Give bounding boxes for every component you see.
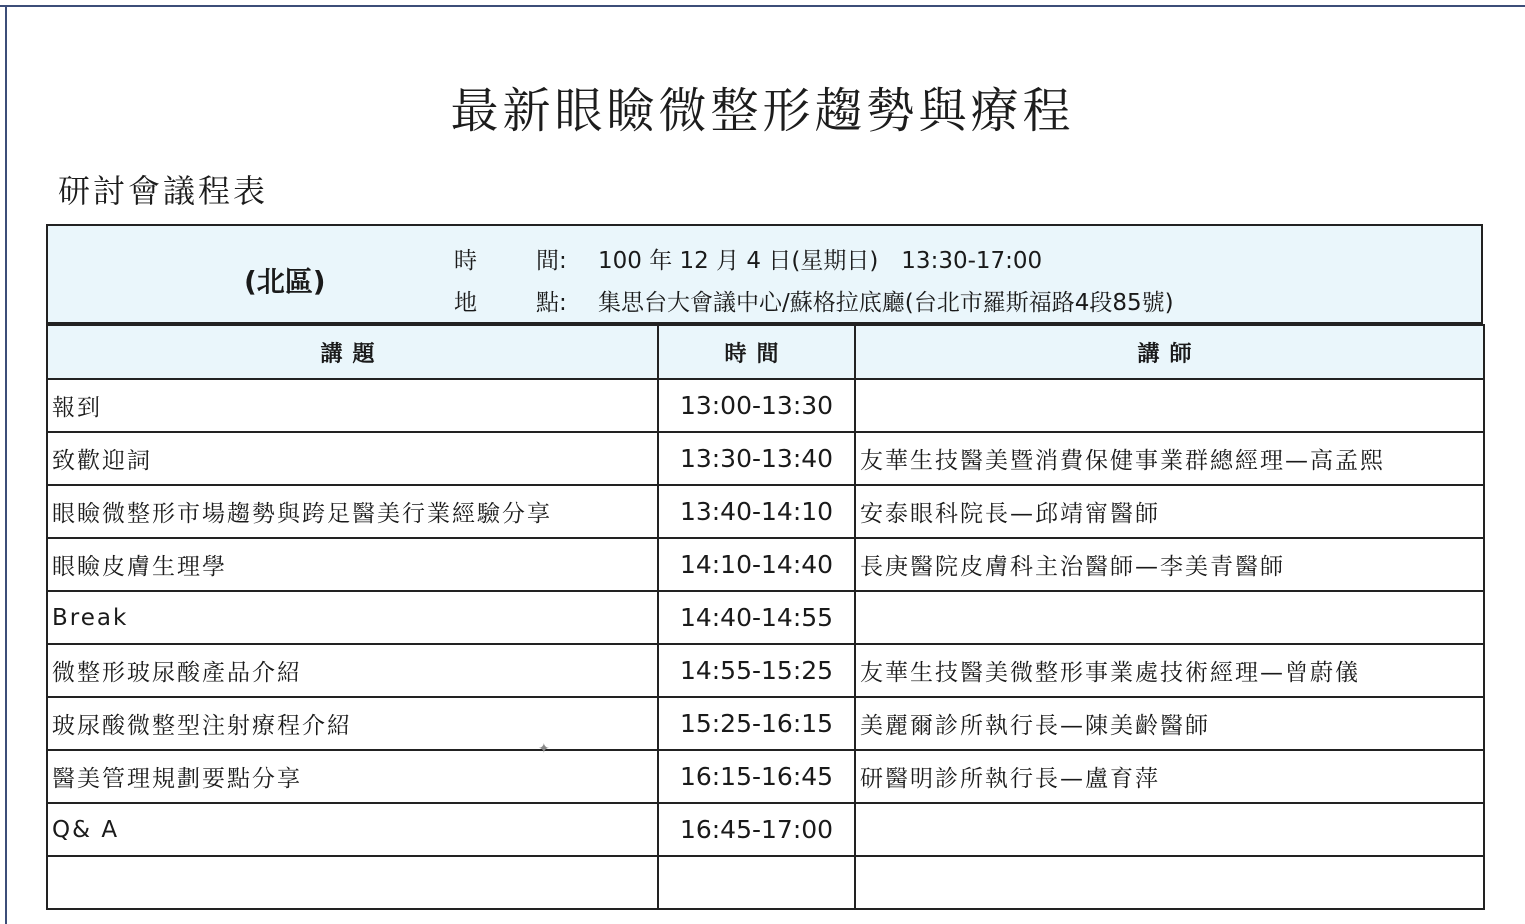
row-time: 14:10-14:40 bbox=[658, 538, 855, 591]
table-row bbox=[47, 432, 1484, 485]
table-row bbox=[47, 538, 1484, 591]
row-speaker: 友華生技醫美微整形事業處技術經理—曾蔚儀 bbox=[855, 644, 1484, 697]
row-time: 13:30-13:40 bbox=[658, 432, 855, 485]
page-title: 最新眼瞼微整形趨勢與療程 bbox=[450, 83, 1075, 139]
page-frame-top bbox=[0, 5, 1525, 7]
row-speaker bbox=[855, 856, 1484, 909]
agenda-subtitle: 研討會議程表 bbox=[58, 172, 269, 210]
time-label-first: 時 bbox=[454, 248, 477, 274]
row-speaker: 美麗爾診所執行長—陳美齡醫師 bbox=[855, 697, 1484, 750]
row-speaker bbox=[855, 803, 1484, 856]
row-topic: 報到 bbox=[47, 379, 658, 432]
table-row-empty bbox=[47, 856, 1484, 909]
table-row bbox=[47, 379, 1484, 432]
row-time: 16:45-17:00 bbox=[658, 803, 855, 856]
table-row bbox=[47, 485, 1484, 538]
table-row bbox=[47, 750, 1484, 803]
event-place-row bbox=[454, 284, 1174, 317]
row-topic: Break bbox=[47, 591, 658, 644]
row-time bbox=[658, 856, 855, 909]
header-time: 時間 bbox=[658, 325, 855, 379]
row-topic: Q& A bbox=[47, 803, 658, 856]
row-topic bbox=[47, 856, 658, 909]
table-row bbox=[47, 803, 1484, 856]
table-row bbox=[47, 697, 1484, 750]
event-info-box bbox=[46, 224, 1483, 324]
table-row bbox=[47, 591, 1484, 644]
row-speaker: 長庚醫院皮膚科主治醫師—李美青醫師 bbox=[855, 538, 1484, 591]
agenda-header-row bbox=[47, 325, 1484, 379]
row-speaker: 研醫明診所執行長—盧育萍 bbox=[855, 750, 1484, 803]
row-topic: 微整形玻尿酸產品介紹 bbox=[47, 644, 658, 697]
agenda-table bbox=[46, 324, 1485, 910]
event-place-value: 集思台大會議中心/蘇格拉底廳(台北市羅斯福路4段85號) bbox=[598, 290, 1174, 316]
row-topic: 醫美管理規劃要點分享 bbox=[47, 750, 658, 803]
row-time: 15:25-16:15 bbox=[658, 697, 855, 750]
row-time: 13:00-13:30 bbox=[658, 379, 855, 432]
scan-speck-decoration: ✦ bbox=[538, 741, 550, 757]
row-speaker bbox=[855, 591, 1484, 644]
row-time: 16:15-16:45 bbox=[658, 750, 855, 803]
row-topic: 致歡迎詞 bbox=[47, 432, 658, 485]
time-label-second: 間: bbox=[536, 248, 567, 274]
row-topic: 玻尿酸微整型注射療程介紹 bbox=[47, 697, 658, 750]
event-time-value: 100 年 12 月 4 日(星期日) 13:30-17:00 bbox=[598, 248, 1043, 274]
row-speaker: 安泰眼科院長—邱靖甯醫師 bbox=[855, 485, 1484, 538]
row-speaker bbox=[855, 379, 1484, 432]
place-label-first: 地 bbox=[454, 290, 477, 316]
row-time: 14:40-14:55 bbox=[658, 591, 855, 644]
header-topic: 講題 bbox=[47, 325, 658, 379]
table-row bbox=[47, 644, 1484, 697]
header-speaker: 講師 bbox=[855, 325, 1484, 379]
region-label: (北區) bbox=[244, 265, 326, 298]
place-label-second: 點: bbox=[536, 290, 567, 316]
row-time: 14:55-15:25 bbox=[658, 644, 855, 697]
row-speaker: 友華生技醫美暨消費保健事業群總經理—高孟熙 bbox=[855, 432, 1484, 485]
row-topic: 眼瞼皮膚生理學 bbox=[47, 538, 658, 591]
event-time-row bbox=[454, 242, 1042, 275]
page-frame-left bbox=[5, 5, 7, 924]
row-time: 13:40-14:10 bbox=[658, 485, 855, 538]
row-topic: 眼瞼微整形市場趨勢與跨足醫美行業經驗分享 bbox=[47, 485, 658, 538]
